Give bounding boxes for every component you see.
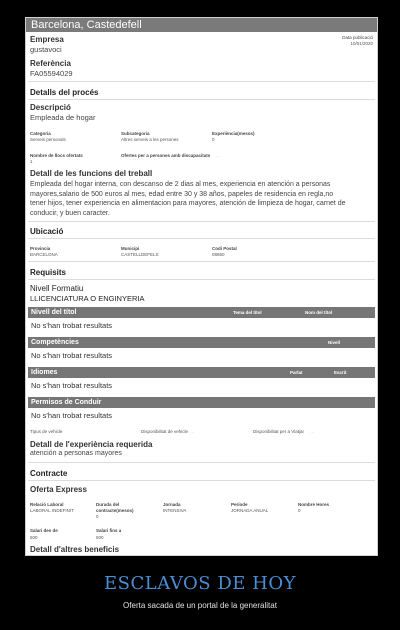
- competencies-col-label: Competències: [31, 339, 79, 346]
- salari-fins-value: 500: [96, 535, 104, 540]
- tipus-vehicle-label: Tipus de vehicle: [30, 429, 63, 434]
- provincia-label: Provincia: [30, 246, 51, 251]
- experiencia-label: Experiència(mesos): [212, 131, 255, 136]
- llocs-value: 1: [30, 159, 33, 164]
- poster-subtitle: Oferta sacada de un portal de la generalitat: [123, 601, 277, 610]
- funcions-line: mayores,salario de 500 euros al mes, edad entre 30 y 38 años, papeles de residencia en regla,no: [30, 190, 334, 198]
- descripcio-label: Descripció: [30, 103, 71, 112]
- poster-title: ESCLAVOS DE HOY: [104, 573, 296, 594]
- beneficis-label: Detall d'altres beneficis: [30, 545, 120, 554]
- disp-viatjar-placeholder: …: [310, 429, 315, 434]
- categoria-label: Categoria: [30, 131, 51, 136]
- referencia-value: FA05594029: [30, 69, 73, 78]
- relacio-label: Relació Laboral: [30, 502, 64, 507]
- subcategoria-value: Altres serveis a les persones: [121, 137, 179, 142]
- location-header: Barcelona, Castedefell: [26, 18, 377, 32]
- subcategoria-label: Subcategoria: [121, 131, 150, 136]
- experiencia-req-label: Detall de l'experiència requerida: [30, 440, 153, 449]
- disp-vehicle-placeholder: …: [190, 429, 195, 434]
- divider: [28, 279, 375, 280]
- idiomes-col-parlat: Parlat: [290, 370, 303, 375]
- categoria-value: Serveis personals: [30, 137, 66, 142]
- funcions-line: tener hijos, tener experiencia en alimentacion para mayores, atención de limpieza de hogar, carnet de: [30, 200, 346, 207]
- contracte-title: Contracte: [30, 469, 68, 478]
- discapacitats-label: Ofertes per a persones amb discapacitats: [121, 153, 211, 158]
- requisits-title: Requisits: [30, 268, 67, 277]
- divider: [28, 221, 375, 222]
- formatiu-label: Nivell Formatiu: [30, 284, 84, 293]
- funcions-line: conducir, y buen caracter.: [30, 209, 110, 217]
- divider: [28, 480, 375, 481]
- durada-label: Durada del contracte(mesos): [96, 502, 134, 513]
- durada-value: 0: [96, 514, 99, 519]
- idiomes-col-escrit: Escrit: [334, 370, 347, 375]
- titol-table-header: [28, 307, 375, 318]
- permisos-table-header: [28, 397, 375, 408]
- referencia-label: Referència: [30, 59, 71, 68]
- funcions-text: [30, 180, 374, 218]
- disp-vehicle-label: Disponibilitat de vehicle: [141, 429, 189, 434]
- hores-value: 0: [298, 508, 301, 513]
- experiencia-req-value: atención a personas mayores: [30, 450, 122, 457]
- competencies-table-header: [28, 337, 375, 348]
- discapacitats-placeholder: …: [216, 153, 221, 158]
- titol-col-nom: Nom del títol: [305, 310, 333, 315]
- idiomes-empty-text: No s'han trobat resultats: [31, 381, 113, 390]
- titol-empty-text: No s'han trobat resultats: [31, 321, 113, 330]
- empresa-value: gustavoci: [30, 45, 62, 54]
- divider: [28, 462, 375, 463]
- publication-label: Data publicació: [342, 35, 373, 40]
- provincia-value: BARCELONA: [30, 252, 58, 257]
- llocs-label: Nombre de llocs ofertats: [30, 153, 83, 158]
- funcions-line: Empleada del hogar interna, con descanso de 2 dias al mes, experiencia en atención a personas: [30, 181, 331, 188]
- salari-de-value: 500: [30, 535, 38, 540]
- competencies-col-nivell: Nivell: [328, 340, 341, 345]
- divider: [28, 81, 375, 82]
- idiomes-table-header: [28, 367, 375, 378]
- detalls-title: Detalls del procés: [30, 88, 99, 97]
- competencies-empty-text: No s'han trobat resultats: [31, 351, 113, 360]
- divider: [28, 261, 375, 262]
- descripcio-value: Empleada de hogar: [30, 113, 96, 122]
- empresa-label: Empresa: [30, 35, 64, 44]
- titol-col-tema: Tema del títol: [233, 310, 262, 315]
- salari-de-label: Salari des de: [30, 528, 58, 533]
- disp-viatjar-label: Disponibilitat per a Viatjar: [253, 429, 304, 434]
- titol-col-label: Nivell del títol: [31, 309, 77, 316]
- ubicacio-title: Ubicació: [30, 227, 64, 236]
- jornada-value: INTENSIVA: [163, 508, 187, 513]
- relacio-value: LABORAL INDEFINIT: [30, 508, 74, 513]
- municipi-value: CASTELLDEFELS: [121, 252, 159, 257]
- oferta-express-label: Oferta Express: [30, 485, 87, 494]
- divider: [28, 238, 375, 239]
- idiomes-col-label: Idiomes: [31, 369, 58, 376]
- job-offer-page: [25, 17, 378, 556]
- periode-label: Període: [231, 502, 248, 507]
- periode-value: JORNADA ANUAL: [231, 508, 269, 513]
- postal-label: Codi Postal: [212, 246, 237, 251]
- funcions-label: Detall de les funcions del treball: [30, 169, 153, 178]
- permisos-col-label: Permisos de Conduir: [31, 399, 102, 406]
- salari-fins-label: Salari fins a: [96, 528, 122, 533]
- jornada-label: Jornada: [163, 502, 181, 507]
- permisos-empty-text: No s'han trobat resultats: [31, 411, 113, 420]
- divider: [28, 99, 375, 100]
- experiencia-value: 0: [212, 137, 215, 142]
- postal-value: 08860: [212, 252, 225, 257]
- formatiu-value: LLICENCIATURA O ENGINYERIA: [30, 294, 145, 303]
- hores-label: Nombre Hores: [298, 502, 330, 507]
- publication-date: 10/01/2020: [350, 41, 373, 46]
- municipi-label: Municipi: [121, 246, 140, 251]
